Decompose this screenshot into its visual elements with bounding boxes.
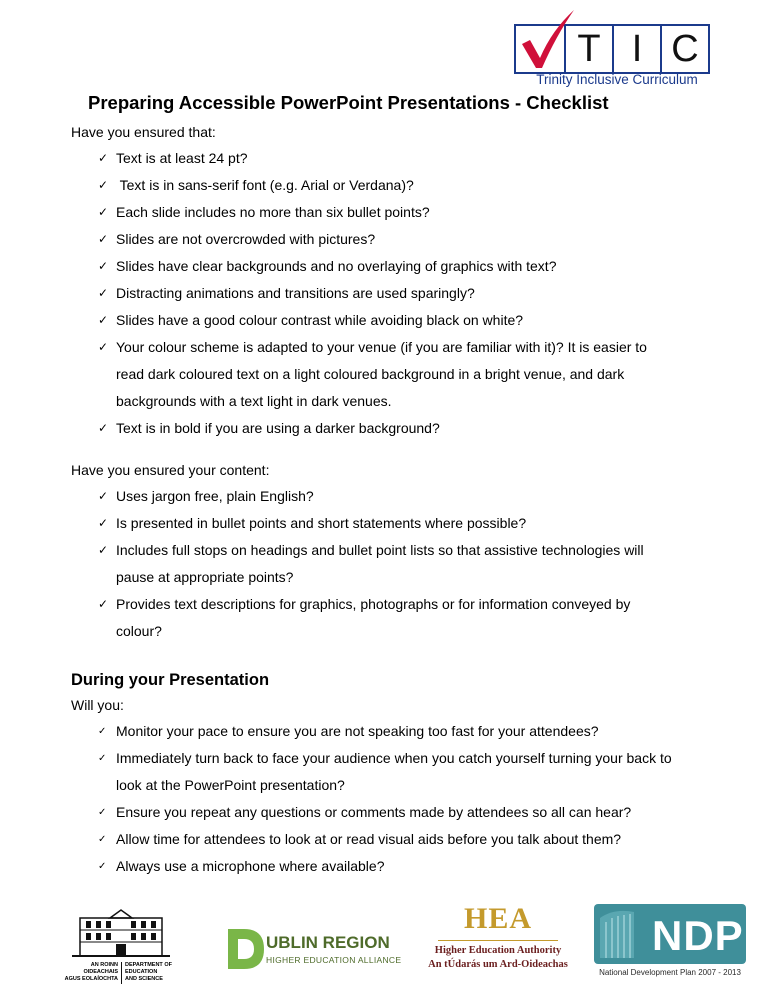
check-icon: ✓ <box>98 726 107 737</box>
check-icon: ✓ <box>98 313 109 327</box>
check-icon: ✓ <box>98 597 109 611</box>
dublin-region-logo <box>226 927 402 971</box>
check-icon: ✓ <box>98 489 109 503</box>
check-icon: ✓ <box>98 516 109 530</box>
check-icon: ✓ <box>98 807 107 818</box>
ndp-abbr: NDP <box>652 912 744 959</box>
list-item: ✓ Your colour scheme is adapted to your venue (if you are familiar with it)? It is easier to read dark coloured text on a light coloured background in a bright venue, and dark backgrounds with a text light in dark venues. <box>98 334 676 415</box>
section3-intro: Will you: <box>71 697 124 713</box>
check-icon: ✓ <box>98 259 109 273</box>
check-icon: ✓ <box>98 205 109 219</box>
logo-letter-c: C <box>660 24 710 74</box>
list-item: ✓ Slides are not overcrowded with pictures? <box>98 226 676 253</box>
logo-letter-i: I <box>612 24 662 74</box>
hea-logo <box>424 902 572 982</box>
list-item: ✓ Always use a microphone where available? <box>98 853 676 880</box>
section1-intro: Have you ensured that: <box>71 124 216 140</box>
logo-letter-t: T <box>564 24 614 74</box>
list-item: ✓ Is presented in bullet points and short statements where possible? <box>98 510 676 537</box>
list-item: ✓ Provides text descriptions for graphics, photographs or for information conveyed by colour? <box>98 591 676 645</box>
list-item: ✓ Uses jargon free, plain English? <box>98 483 676 510</box>
list-item: ✓ Includes full stops on headings and bullet point lists so that assistive technologies will pause at appropriate points? <box>98 537 676 591</box>
ndp-caption: National Development Plan 2007 - 2013 <box>599 968 741 977</box>
list-item: ✓ Text is in bold if you are using a darker background? <box>98 415 676 442</box>
check-icon: ✓ <box>98 178 109 192</box>
list-item: ✓ Text is at least 24 pt? <box>98 145 676 172</box>
checkmark-icon <box>516 8 576 72</box>
section3-heading: During your Presentation <box>71 671 270 689</box>
section3-checklist <box>98 718 676 880</box>
list-item: ✓ Each slide includes no more than six bullet points? <box>98 199 676 226</box>
page-title: Preparing Accessible PowerPoint Presentations - Checklist <box>88 92 609 113</box>
list-item: ✓ Ensure you repeat any questions or comments made by attendees so all can hear? <box>98 799 676 826</box>
list-item: ✓ Slides have a good colour contrast while avoiding black on white? <box>98 307 676 334</box>
section1-checklist <box>98 145 676 442</box>
section2-intro: Have you ensured your content: <box>71 462 270 478</box>
list-item: ✓ Immediately turn back to face your audience when you catch yourself turning your back to look at the PowerPoint presentation? <box>98 745 676 799</box>
section2-checklist <box>98 483 676 645</box>
check-icon: ✓ <box>98 286 109 300</box>
hea-abbr: HEA <box>463 902 532 935</box>
check-icon: ✓ <box>98 340 109 354</box>
check-icon: ✓ <box>98 543 109 557</box>
check-icon: ✓ <box>98 753 107 764</box>
list-item: ✓ Slides have clear backgrounds and no overlaying of graphics with text? <box>98 253 676 280</box>
logo-caption: Trinity Inclusive Curriculum <box>536 72 698 87</box>
dublin-region-name: UBLIN REGION <box>266 933 390 952</box>
hea-name-ga: An tÚdarás um Ard-Oideachas <box>428 959 568 970</box>
list-item: ✓ Monitor your pace to ensure you are not speaking too fast for your attendees? <box>98 718 676 745</box>
check-icon: ✓ <box>98 151 109 165</box>
hea-name-en: Higher Education Authority <box>434 945 562 956</box>
check-icon: ✓ <box>98 834 107 845</box>
department-of-education-logo: AN ROINN OIDEACHAIS AGUS EOLAÍOCHTA DEPARTMENT OF EDUCATION AND SCIENCE <box>52 908 190 984</box>
list-item: ✓ Allow time for attendees to look at or read visual aids before you talk about them? <box>98 826 676 853</box>
tic-logo <box>514 8 718 86</box>
check-icon: ✓ <box>98 421 109 435</box>
check-icon: ✓ <box>98 232 109 246</box>
ndp-logo <box>594 904 746 984</box>
d-letter-icon <box>226 927 266 971</box>
building-icon <box>52 908 190 960</box>
list-item: ✓ Text is in sans-serif font (e.g. Arial or Verdana)? <box>98 172 676 199</box>
check-icon: ✓ <box>98 861 107 872</box>
list-item: ✓ Distracting animations and transitions are used sparingly? <box>98 280 676 307</box>
dublin-region-subtitle: HIGHER EDUCATION ALLIANCE <box>266 955 402 965</box>
